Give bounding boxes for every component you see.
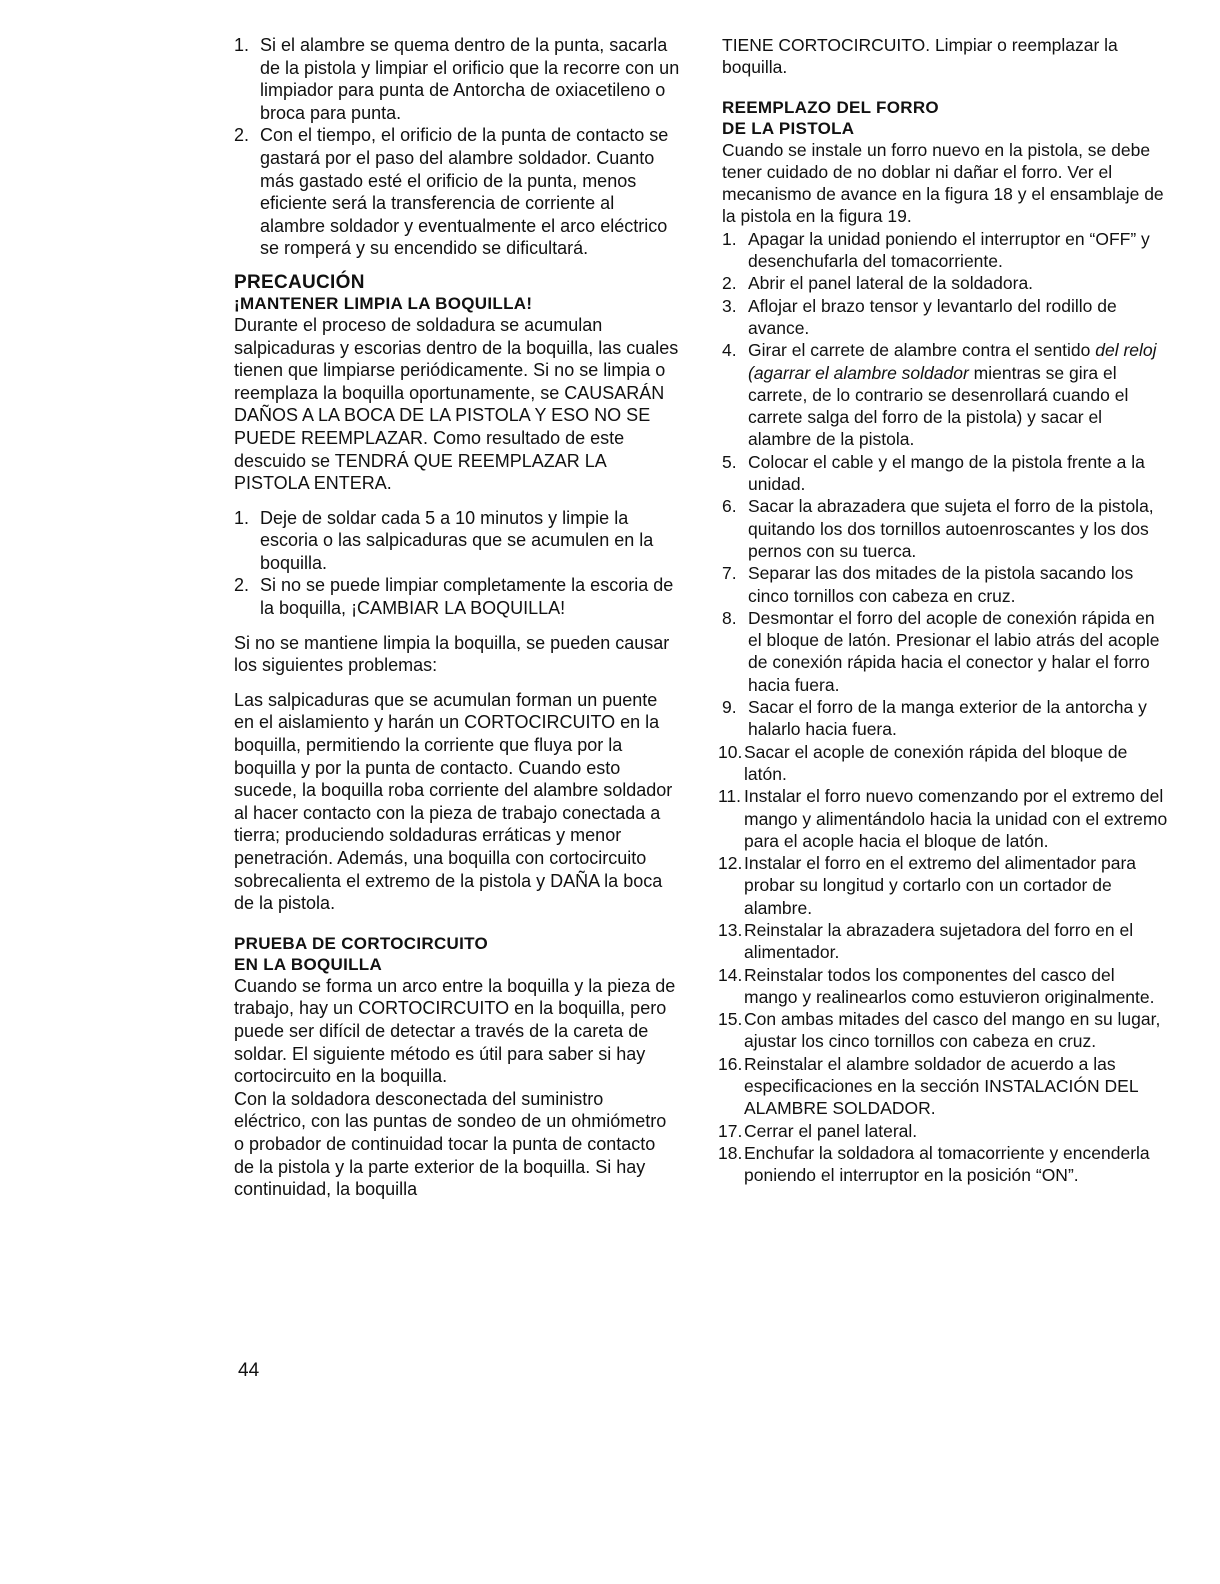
left-column — [234, 34, 680, 1201]
liner-title-line1: REEMPLAZO DEL FORRO — [722, 97, 939, 117]
item-text: Si no se puede limpiar completamente la escoria de la boquilla, ¡CAMBIAR LA BOQUILLA! — [260, 575, 674, 619]
list-item — [234, 34, 680, 124]
item-number: 10. — [718, 741, 743, 762]
item-number: 17. — [718, 1120, 743, 1141]
item-text: Con ambas mitades del casco del mango en su lugar, ajustar los cinco tornillos con cabeza en cruz. — [744, 1009, 1161, 1052]
item-number: 12. — [718, 853, 743, 874]
item-number: 16. — [718, 1053, 743, 1074]
list-item — [722, 495, 1170, 562]
list-item — [718, 1008, 1170, 1053]
item-text: Instalar el forro nuevo comenzando por el extremo del mango y alimentándolo hacia la unidad con el extremo para el acople hacia el bloque de latón. — [744, 786, 1168, 851]
item-text: Reinstalar todos los componentes del casco del mango y realinearlos como estuvieron originalmente. — [744, 964, 1155, 1007]
list-item — [722, 228, 1170, 273]
caution-paragraph: Durante el proceso de soldadura se acumulan salpicaduras y escorias dentro de la boquilla, las cuales tienen que limpiarse periódicamente. Si no se limpia o reemplaza la boquilla oportunamente, se CAUSARÁN DAÑOS A LA BOCA DE LA PISTOLA Y ESO NO SE PUEDE REEMPLAZAR. Como resultado de este descuido se TENDRÁ QUE REEMPLAZAR LA PISTOLA ENTERA. — [234, 314, 679, 494]
item-number: 1. — [234, 507, 250, 528]
page-number: 44 — [238, 1360, 260, 1381]
list-item — [718, 1053, 1170, 1120]
item-text — [748, 339, 1170, 450]
right-column — [718, 34, 1170, 1187]
list-item — [722, 339, 1170, 450]
caution-title: PRECAUCIÓN — [234, 271, 365, 293]
item-number: 2. — [234, 575, 250, 596]
item-number: 2. — [722, 273, 737, 294]
item-number: 1. — [234, 35, 250, 55]
item-text: Sacar la abrazadera que sujeta el forro de la pistola, quitando los dos tornillos autoenroscantes y los dos pernos con su tuerca. — [748, 496, 1154, 561]
list-item — [718, 741, 1170, 786]
item-number: 2. — [234, 125, 250, 146]
test-paragraph-1: Cuando se forma un arco entre la boquilla y la pieza de trabajo, hay un CORTOCIRCUITO en la boquilla, pero puede ser difícil de detectar a través de la careta de soldar. El siguiente método es útil para saber si hay cortocircuito en la boquilla. — [234, 975, 676, 1087]
list-item — [722, 451, 1170, 496]
caution-list — [234, 507, 680, 620]
list-item — [234, 507, 680, 575]
list-item — [234, 124, 680, 260]
test-title-line2: EN LA BOQUILLA — [234, 954, 383, 974]
test-paragraph-2: Con la soldadora desconectada del suministro eléctrico, con las puntas de sondeo de un ohmiómetro o probador de continuidad tocar la punta de contacto de la pistola y la parte exterior de la boquilla. Si hay continuidad, la boquilla — [234, 1088, 667, 1200]
item-number: 4. — [722, 340, 737, 361]
item-text: Si el alambre se quema dentro de la punta, sacarla de la pistola y limpiar el orificio que la recorre con un limpiador para punta de Antorcha de oxiacetileno o broca para punta. — [260, 35, 680, 123]
item-text: Abrir el panel lateral de la soldadora. — [748, 273, 1034, 294]
item-number: 6. — [722, 496, 737, 517]
liner-title-line2: DE LA PISTOLA — [722, 118, 855, 138]
list-item — [722, 562, 1170, 607]
item-text: Sacar el forro de la manga exterior de la antorcha y halarlo hacia fuera. — [748, 697, 1147, 740]
list-item — [234, 574, 680, 619]
item-number: 1. — [722, 228, 737, 249]
list-item — [718, 785, 1170, 852]
list-item — [722, 696, 1170, 741]
item-text: Separar las dos mitades de la pistola sacando los cinco tornillos con cabeza en cruz. — [748, 563, 1134, 606]
item-text-part: mientras se gira el carrete, de lo contrario se desenrollará cuando el carrete salga del forro de la pistola) y sacar el alambre de la pistola. — [748, 362, 1129, 450]
item-number: 18. — [718, 1142, 743, 1163]
caution-subtitle: ¡MANTENER LIMPIA LA BOQUILLA! — [234, 293, 533, 313]
item-text: Reinstalar la abrazadera sujetadora del forro en el alimentador. — [744, 919, 1134, 963]
item-text: Cerrar el panel lateral. — [744, 1120, 918, 1141]
continued-text: TIENE CORTOCIRCUITO. Limpiar o reemplazar la boquilla. — [722, 35, 1118, 78]
list-item — [718, 852, 1170, 919]
problems-intro: Si no se mantiene limpia la boquilla, se pueden causar los siguientes problemas: — [234, 632, 670, 676]
item-text-part: Girar el carrete de alambre contra el sentido — [748, 340, 1096, 361]
list-item — [718, 1142, 1170, 1187]
problems-paragraph: Las salpicaduras que se acumulan forman un puente en el aislamiento y harán un CORTOCIRCUITO en la boquilla, permitiendo la corriente que fluya por la boquilla y por la punta de contacto. Cuando esto sucede, la boquilla roba corriente del alambre soldador al hacer contacto con la pieza de trabajo conectada a tierra; produciendo soldaduras erráticas y menor penetración. Además, una boquilla con cortocircuito sobrecalienta el extremo de la pistola y DAÑA la boca de la pistola. — [234, 689, 673, 914]
liner-paragraph: Cuando se instale un forro nuevo en la pistola, se debe tener cuidado de no doblar ni dañar el forro. Ver el mecanismo de avance en la figura 18 y el ensamblaje de la pistola en la figura 19. — [722, 139, 1164, 227]
item-text: Aflojar el brazo tensor y levantarlo del rodillo de avance. — [748, 295, 1117, 338]
list-item — [722, 607, 1170, 696]
list-item — [722, 272, 1170, 294]
item-text: Instalar el forro en el extremo del alimentador para probar su longitud y cortarlo con un cortador de alambre. — [744, 853, 1137, 918]
item-number: 14. — [718, 964, 743, 985]
list-item — [718, 919, 1170, 964]
item-text: Reinstalar el alambre soldador de acuerdo a las especificaciones en la sección INSTALACIÓN DEL ALAMBRE SOLDADOR. — [744, 1053, 1138, 1119]
steps-list — [718, 228, 1170, 1187]
item-number: 9. — [722, 697, 737, 718]
list-item — [722, 295, 1170, 340]
list-item — [718, 1120, 1170, 1142]
item-number: 13. — [718, 919, 743, 940]
item-text: Con el tiempo, el orificio de la punta de contacto se gastará por el paso del alambre soldador. Cuanto más gastado esté el orificio de la punta, menos eficiente será la transferencia de corriente al alambre soldador y eventualmente el arco eléctrico se romperá y su encendido se dificultará. — [260, 125, 669, 259]
item-number: 5. — [722, 451, 737, 472]
item-text: Desmontar el forro del acople de conexión rápida en el bloque de latón. Presionar el labio atrás del acople de conexión rápida hacia el conector y halar el forro hacia fuera. — [748, 607, 1160, 695]
item-number: 11. — [718, 786, 742, 807]
item-number: 3. — [722, 295, 737, 316]
item-text: Enchufar la soldadora al tomacorriente y encenderla poniendo el interruptor en la posición “ON”. — [744, 1142, 1150, 1186]
list-item — [718, 964, 1170, 1009]
test-title-line1: PRUEBA DE CORTOCIRCUITO — [234, 933, 489, 953]
item-number: 7. — [722, 563, 737, 584]
item-number: 8. — [722, 607, 737, 628]
item-text-italic: del reloj (agarrar el alambre soldador — [748, 340, 1157, 383]
item-number: 15. — [718, 1009, 743, 1030]
item-text: Deje de soldar cada 5 a 10 minutos y limpie la escoria o las salpicaduras que se acumulen en la boquilla. — [260, 507, 654, 573]
item-text: Apagar la unidad poniendo el interruptor en “OFF” y desenchufarla del tomacorriente. — [748, 228, 1150, 272]
item-text: Sacar el acople de conexión rápida del bloque de latón. — [744, 741, 1128, 784]
item-text: Colocar el cable y el mango de la pistola frente a la unidad. — [748, 451, 1145, 495]
intro-list — [234, 34, 680, 260]
